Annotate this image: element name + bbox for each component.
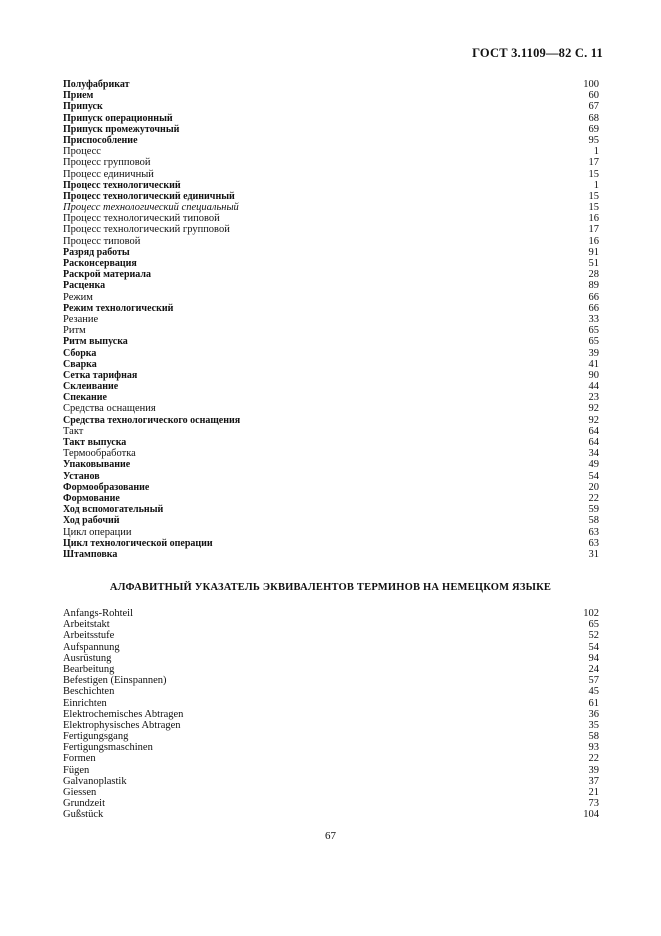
index-page-ref: 67: [588, 101, 599, 113]
index-entry: [63, 698, 599, 709]
index-term: Сетка тарифная: [63, 369, 138, 381]
index-page-ref: 51: [588, 258, 599, 269]
index-page-ref: 63: [588, 537, 599, 549]
index-entry: [63, 124, 599, 135]
index-term: Beschichten: [63, 686, 115, 698]
index-entry: [63, 686, 599, 697]
russian-term-index: [63, 79, 599, 560]
index-term: Спекание: [63, 392, 107, 404]
index-entry: [63, 642, 599, 653]
index-page-ref: 24: [588, 663, 599, 675]
index-entry: [63, 549, 599, 560]
index-page-ref: 73: [588, 798, 599, 810]
index-term: Ausrüstung: [63, 652, 112, 664]
index-term: Формообразование: [63, 481, 150, 493]
index-entry: [63, 675, 599, 686]
index-page-ref: 91: [588, 246, 599, 258]
index-entry: [63, 303, 599, 314]
index-entry: [63, 765, 599, 776]
index-entry: [63, 247, 599, 258]
index-entry: [63, 269, 599, 280]
index-page-ref: 104: [583, 809, 599, 821]
index-entry: [63, 135, 599, 146]
index-page-ref: 17: [588, 157, 599, 169]
index-page-ref: 17: [588, 224, 599, 236]
index-entry: [63, 538, 599, 549]
index-term: Процесс технологический групповой: [63, 224, 230, 236]
index-entry: [63, 79, 599, 90]
index-term: Прием: [63, 90, 94, 102]
index-entry: [63, 392, 599, 403]
index-term: Средства оснащения: [63, 403, 156, 415]
index-page-ref: 66: [588, 302, 599, 314]
index-term: Цикл операции: [63, 526, 132, 538]
index-page-ref: 39: [588, 347, 599, 359]
index-term: Gußstück: [63, 809, 104, 821]
index-entry: [63, 325, 599, 336]
index-entry: [63, 213, 599, 224]
index-page-ref: 90: [588, 369, 599, 381]
index-page-ref: 22: [588, 753, 599, 765]
index-page-ref: 44: [588, 381, 599, 393]
index-term: Склеивание: [63, 381, 119, 393]
index-page-ref: 59: [588, 504, 599, 516]
index-term: Припуск операционный: [63, 112, 173, 124]
index-entry: [63, 113, 599, 124]
index-page-ref: 20: [588, 481, 599, 493]
index-term: Разряд работы: [63, 246, 130, 258]
index-term: Припуск: [63, 101, 103, 113]
index-entry: [63, 448, 599, 459]
index-entry: [63, 101, 599, 112]
index-entry: [63, 381, 599, 392]
index-page-ref: 16: [588, 235, 599, 247]
index-term: Fügen: [63, 764, 90, 776]
index-page-ref: 66: [588, 291, 599, 303]
index-entry: [63, 280, 599, 291]
index-term: Процесс групповой: [63, 157, 151, 169]
index-entry: [63, 664, 599, 675]
index-page-ref: 58: [588, 515, 599, 527]
index-entry: [63, 720, 599, 731]
index-term: Полуфабрикат: [63, 79, 130, 90]
index-page-ref: 95: [588, 134, 599, 146]
index-page-ref: 57: [588, 675, 599, 687]
index-entry: [63, 258, 599, 269]
index-entry: [63, 619, 599, 630]
index-term: Fertigungsmaschinen: [63, 742, 153, 754]
index-entry: [63, 169, 599, 180]
index-page-ref: 31: [588, 548, 599, 560]
index-page-ref: 65: [588, 336, 599, 348]
index-page-ref: 22: [588, 492, 599, 504]
index-page-ref: 37: [588, 775, 599, 787]
index-page-ref: 58: [588, 731, 599, 743]
index-page-ref: 45: [588, 686, 599, 698]
index-entry: [63, 370, 599, 381]
index-term: Режим технологический: [63, 302, 174, 314]
index-term: Elektrophysisches Abtragen: [63, 719, 181, 731]
index-term: Режим: [63, 291, 93, 303]
index-page-ref: 89: [588, 280, 599, 292]
index-term: Цикл технологической операции: [63, 537, 213, 549]
index-entry: [63, 191, 599, 202]
index-page-ref: 63: [588, 526, 599, 538]
index-term: Elektrochemisches Abtragen: [63, 708, 184, 720]
index-entry: [63, 504, 599, 515]
index-term: Процесс единичный: [63, 168, 154, 180]
index-entry: [63, 224, 599, 235]
index-page-ref: 15: [588, 190, 599, 202]
index-term: Припуск промежуточный: [63, 123, 180, 135]
index-entry: [63, 348, 599, 359]
index-page-ref: 65: [588, 325, 599, 337]
index-entry: [63, 336, 599, 347]
index-entry: [63, 527, 599, 538]
index-page-ref: 15: [588, 202, 599, 214]
index-entry: [63, 776, 599, 787]
index-term: Aufspannung: [63, 641, 120, 653]
index-page-ref: 23: [588, 392, 599, 404]
index-term: Arbeitsstufe: [63, 630, 115, 642]
index-term: Раскрой материала: [63, 269, 151, 281]
index-page-ref: 1: [593, 179, 599, 191]
index-term: Galvanoplastik: [63, 775, 127, 787]
index-entry: [63, 608, 599, 619]
index-term: Процесс: [63, 146, 101, 158]
index-term: Fertigungsgang: [63, 731, 129, 743]
index-term: Процесс технологический: [63, 179, 181, 191]
index-term: Процесс технологический специальный: [63, 202, 239, 214]
index-term: Формование: [63, 492, 120, 504]
index-page-ref: 61: [588, 697, 599, 709]
index-term: Сборка: [63, 347, 97, 359]
index-entry: [63, 459, 599, 470]
german-index-title: АЛФАВИТНЫЙ УКАЗАТЕЛЬ ЭКВИВАЛЕНТОВ ТЕРМИНОВ НА НЕМЕЦКОМ ЯЗЫКЕ: [109, 582, 552, 593]
index-page-ref: 21: [588, 787, 599, 798]
index-entry: [63, 180, 599, 191]
index-entry: [63, 157, 599, 168]
index-entry: [63, 798, 599, 809]
index-page-ref: 16: [588, 213, 599, 225]
index-entry: [63, 415, 599, 426]
index-page-ref: 64: [588, 425, 599, 437]
index-term: Процесс технологический единичный: [63, 190, 235, 202]
index-page-ref: 52: [588, 630, 599, 642]
index-term: Такт выпуска: [63, 437, 127, 448]
index-term: Befestigen (Einspannen): [63, 675, 167, 687]
index-term: Процесс технологический типовой: [63, 213, 220, 225]
index-entry: [63, 90, 599, 101]
index-page-ref: 54: [588, 641, 599, 653]
index-page-ref: 92: [588, 403, 599, 415]
index-term: Ритм выпуска: [63, 336, 128, 348]
index-term: Ход вспомогательный: [63, 504, 164, 516]
index-entry: [63, 482, 599, 493]
index-term: Установ: [63, 470, 100, 482]
german-term-index: [63, 608, 599, 821]
page-number: 67: [325, 830, 336, 842]
index-page-ref: 35: [588, 719, 599, 731]
index-entry: [63, 753, 599, 764]
index-page-ref: 15: [588, 168, 599, 180]
index-term: Упаковывание: [63, 459, 131, 471]
index-entry: [63, 437, 599, 448]
index-term: Arbeitstakt: [63, 619, 110, 631]
index-entry: [63, 359, 599, 370]
index-entry: [63, 709, 599, 720]
index-term: Einrichten: [63, 697, 107, 709]
index-term: Резание: [63, 313, 99, 325]
index-page-ref: 65: [588, 619, 599, 631]
index-entry: [63, 202, 599, 213]
index-page-ref: 49: [588, 459, 599, 471]
index-entry: [63, 426, 599, 437]
index-entry: [63, 731, 599, 742]
index-page-ref: 36: [588, 708, 599, 720]
index-page-ref: 28: [588, 269, 599, 281]
index-term: Сварка: [63, 358, 97, 370]
index-page-ref: 34: [588, 448, 599, 460]
index-page-ref: 60: [588, 90, 599, 102]
index-term: Термообработка: [63, 448, 136, 460]
index-entry: [63, 742, 599, 753]
index-term: Расконсервация: [63, 258, 137, 269]
index-entry: [63, 630, 599, 641]
index-page-ref: 54: [588, 470, 599, 482]
index-page-ref: 100: [583, 79, 599, 90]
index-entry: [63, 493, 599, 504]
index-term: Ход рабочий: [63, 515, 120, 527]
index-term: Ритм: [63, 325, 86, 337]
index-entry: [63, 314, 599, 325]
index-term: Расценка: [63, 280, 106, 292]
index-page-ref: 92: [588, 414, 599, 426]
index-page-ref: 68: [588, 112, 599, 124]
index-page-ref: 94: [588, 652, 599, 664]
index-page-ref: 69: [588, 123, 599, 135]
index-page-ref: 39: [588, 764, 599, 776]
index-term: Bearbeitung: [63, 663, 115, 675]
index-page-ref: 64: [588, 437, 599, 448]
index-entry: [63, 146, 599, 157]
index-entry: [63, 292, 599, 303]
index-page-ref: 1: [593, 146, 599, 158]
index-term: Штамповка: [63, 548, 118, 560]
index-term: Grundzeit: [63, 798, 105, 810]
index-entry: [63, 403, 599, 414]
index-term: Giessen: [63, 787, 97, 798]
index-entry: [63, 236, 599, 247]
index-entry: [63, 653, 599, 664]
index-term: Formen: [63, 753, 96, 765]
index-page-ref: 41: [588, 358, 599, 370]
page-header: ГОСТ 3.1109—82 С. 11: [472, 46, 603, 60]
index-entry: [63, 515, 599, 526]
index-entry: [63, 809, 599, 820]
index-term: Такт: [63, 425, 84, 437]
index-page-ref: 33: [588, 313, 599, 325]
index-term: Anfangs-Rohteil: [63, 608, 133, 619]
index-term: Процесс типовой: [63, 235, 141, 247]
index-entry: [63, 787, 599, 798]
index-page-ref: 93: [588, 742, 599, 754]
index-term: Приспособление: [63, 134, 138, 146]
index-page-ref: 102: [583, 608, 599, 619]
index-entry: [63, 471, 599, 482]
index-term: Средства технологического оснащения: [63, 414, 241, 426]
